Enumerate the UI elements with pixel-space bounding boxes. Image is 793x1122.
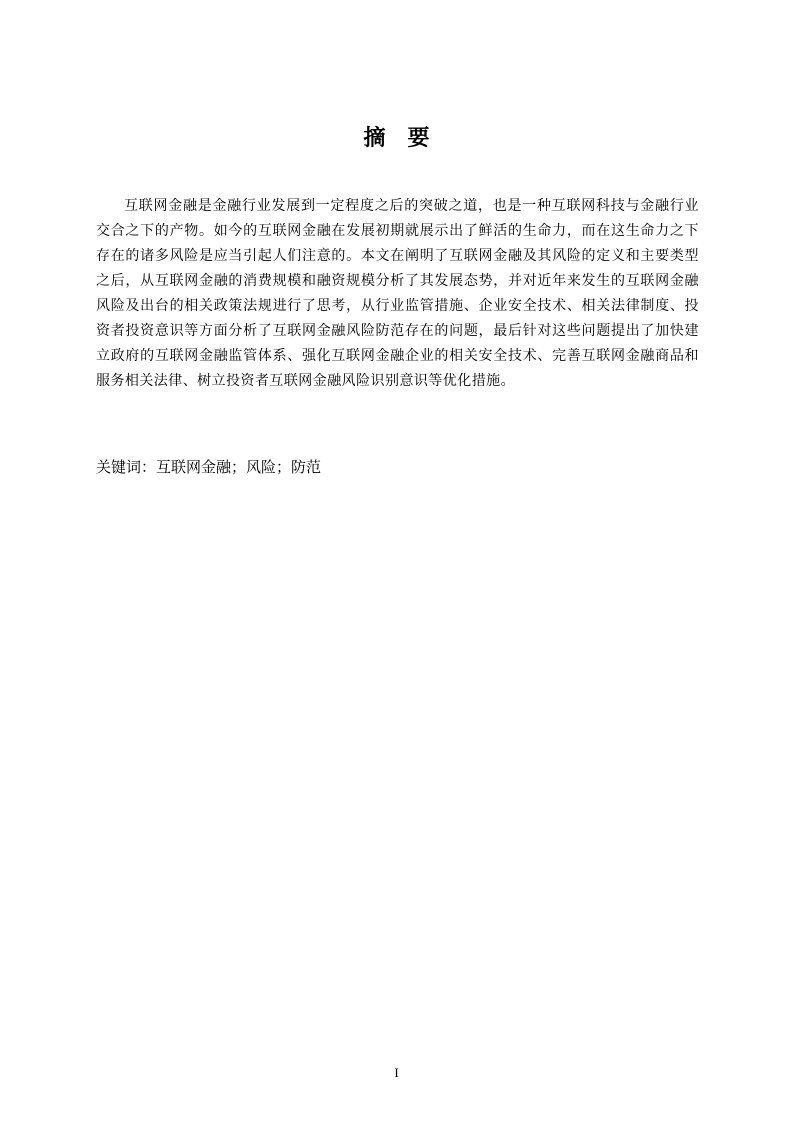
abstract-title: 摘要 bbox=[363, 126, 452, 151]
keywords-label: 关键词： bbox=[96, 458, 157, 476]
abstract-body: 互联网金融是金融行业发展到一定程度之后的突破之道，也是一种互联网科技与金融行业交合之下的产物。如今的互联网金融在发展初期就展示出了鲜活的生命力，而在这生命力之下存在的诸多风险是应当引起人们注意的。本文在阐明了互联网金融及其风险的定义和主要类型之后，从互联网金融的消费规模和融资规模分析了其发展态势，并对近年来发生的互联网金融风险及出台的相关政策法规进行了思考，从行业监管措施、企业安全技术、相关法律制度、投资者投资意识等方面分析了互联网金融风险防范存在的问题，最后针对这些问题提出了加快建立政府的互联网金融监管体系、强化互联网金融企业的相关安全技术、完善互联网金融商品和服务相关法律、树立投资者互联网金融风险识别意识等优化措施。 bbox=[96, 198, 699, 389]
page-number: I bbox=[394, 1065, 399, 1080]
keywords-values: 互联网金融；风险；防范 bbox=[156, 458, 322, 476]
keywords-line bbox=[96, 456, 699, 478]
